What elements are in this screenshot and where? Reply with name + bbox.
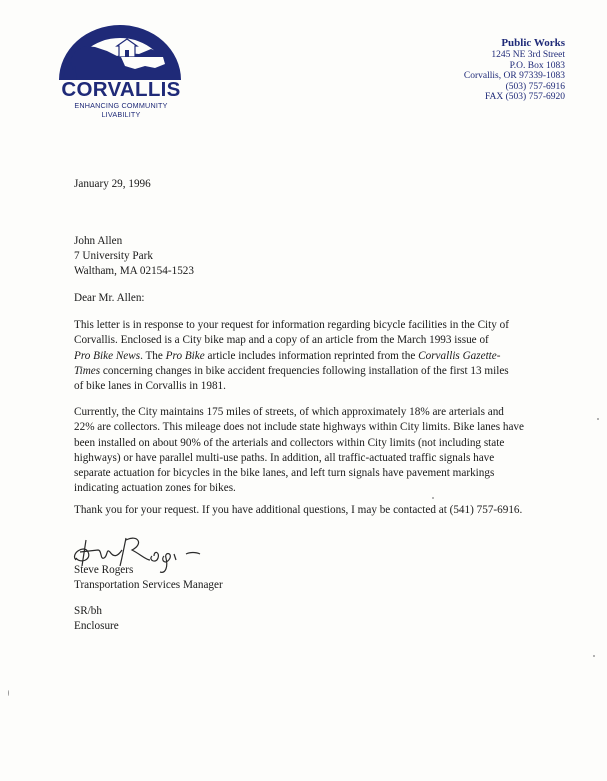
scan-speck <box>593 655 595 657</box>
recipient-name: John Allen <box>74 235 123 247</box>
scan-speck <box>597 418 599 420</box>
paragraph-3: Thank you for your request. If you have additional questions, I may be contacted at (541) 757-6916. <box>74 504 523 516</box>
signer-name: Steve Rogers <box>74 564 134 576</box>
department-name: Public Works <box>501 37 565 49</box>
publication-title: Pro Bike <box>165 349 205 362</box>
paragraph-line <box>74 364 544 379</box>
paragraph-line: separate actuation for bicycles in the bike lanes, and left turn signals have pavement markings <box>74 467 495 479</box>
recipient-street: 7 University Park <box>74 250 153 262</box>
publication-title: Pro Bike News <box>74 349 141 362</box>
paragraph-line: indicating actuation zones for bikes. <box>74 482 236 495</box>
paragraph-2 <box>74 405 544 497</box>
text-run: concerning changes in bike accident frequencies following installation of the first 13 miles <box>100 364 509 377</box>
typist-initials: SR/bh <box>74 605 102 617</box>
address-line: 1245 NE 3rd Street <box>491 50 565 60</box>
fax-line: FAX (503) 757-6920 <box>484 92 565 103</box>
text-run: article includes information reprinted from the <box>204 349 419 362</box>
logo-wordmark: CORVALLIS <box>61 78 181 101</box>
phone-line: (503) 757-6916 <box>505 81 565 92</box>
paragraph-line: highways) or have parallel multi-use paths. In addition, all traffic-actuated traffic signals have <box>74 451 495 464</box>
paragraph-line: Currently, the City maintains 175 miles of streets, of which approximately 18% are arterials and <box>74 406 504 418</box>
address-line: Corvallis, OR 97339-1083 <box>463 71 565 82</box>
paragraph-line: been installed on about 90% of the arterials and collectors within City limits (not including state <box>74 436 505 449</box>
address-line: P.O. Box 1083 <box>509 60 565 71</box>
publication-title: Corvallis Gazette- <box>418 349 501 362</box>
logo-tagline: ENHANCING COMMUNITY LIVABILITY <box>74 101 168 119</box>
paragraph-line: 22% are collectors. This mileage does not include state highways within City limits. Bike lanes have <box>74 421 524 434</box>
scan-speck <box>8 690 9 696</box>
paragraph-line <box>74 349 544 364</box>
salutation: Dear Mr. Allen: <box>74 292 145 304</box>
signer-title: Transportation Services Manager <box>74 579 223 591</box>
publication-title: Times <box>74 364 101 377</box>
paragraph-1 <box>74 318 544 394</box>
scan-speck <box>432 497 434 499</box>
enclosure-note: Enclosure <box>74 620 119 632</box>
text-run: . The <box>140 349 166 362</box>
letter-date: January 29, 1996 <box>74 178 151 190</box>
recipient-city: Waltham, MA 02154-1523 <box>74 265 194 277</box>
paragraph-line: This letter is in response to your request for information regarding bicycle facilities in the City of <box>74 319 509 331</box>
paragraph-line: Corvallis. Enclosed is a City bike map and a copy of an article from the March 1993 issue of <box>74 334 489 347</box>
department-address-block <box>464 37 565 103</box>
paragraph-line: of bike lanes in Corvallis in 1981. <box>74 380 226 392</box>
